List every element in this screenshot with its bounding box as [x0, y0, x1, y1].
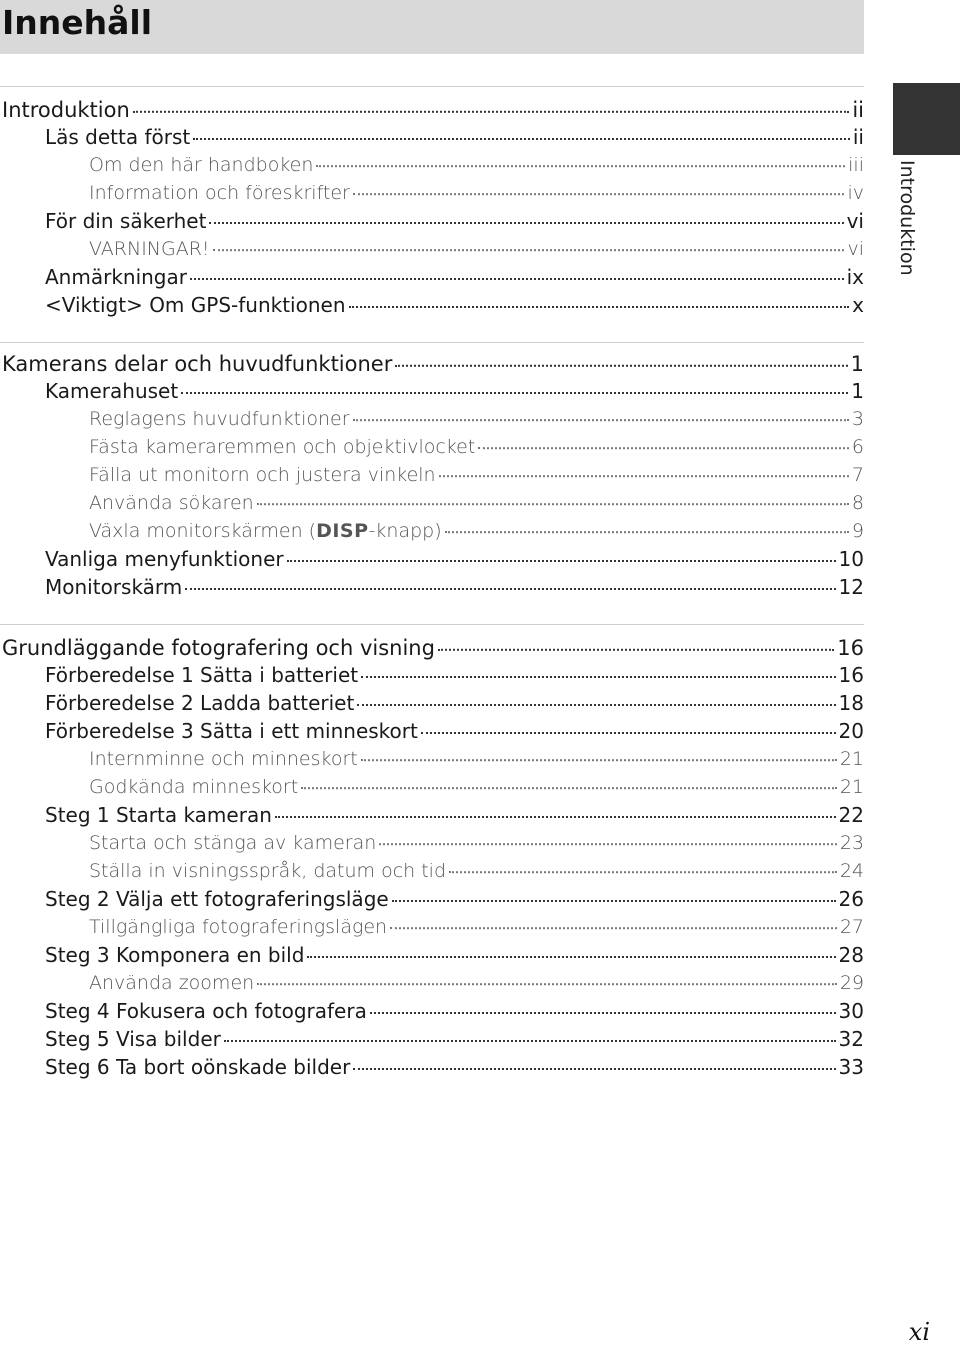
- toc-entry-page: x: [852, 293, 864, 317]
- disp-key-label: DISP: [316, 520, 369, 542]
- dot-leader: [316, 146, 845, 167]
- toc-entry-page: 7: [851, 464, 864, 486]
- toc-entry-label: Fästa kameraremmen och objektivlocket: [89, 436, 476, 458]
- toc-entry-page: 27: [839, 916, 864, 938]
- side-tab-label-text: Introduktion: [896, 160, 918, 276]
- toc-entry-page: iii: [848, 154, 864, 176]
- toc-entry-page: 21: [839, 748, 864, 770]
- dot-leader: [190, 258, 844, 280]
- toc-entry-page: 1: [850, 352, 864, 376]
- toc-entry-page: 1: [851, 379, 864, 403]
- toc-entry[interactable]: [89, 912, 864, 938]
- toc-entry-label: Steg 6 Ta bort oönskade bilder: [45, 1055, 351, 1079]
- toc-entry-page: 16: [838, 663, 864, 687]
- dot-leader: [257, 484, 849, 505]
- toc-entry-page: 29: [839, 972, 864, 994]
- toc-entry[interactable]: [89, 968, 864, 994]
- toc-entry-label: Förberedelse 2 Ladda batteriet: [45, 691, 355, 715]
- toc-entry-label: Monitorskärm: [45, 575, 183, 599]
- toc-entry-label: Använda sökaren: [89, 492, 254, 514]
- toc-entry[interactable]: [45, 688, 864, 715]
- dot-leader: [357, 684, 835, 706]
- dot-leader: [307, 936, 835, 958]
- toc-entry-page: 16: [837, 636, 864, 660]
- toc-entry[interactable]: [89, 516, 864, 542]
- dot-leader: [449, 852, 837, 873]
- dot-leader: [439, 456, 849, 477]
- dot-leader: [370, 992, 836, 1014]
- toc-entry[interactable]: [45, 800, 864, 827]
- toc-entry-label: Förberedelse 3 Sätta i ett minneskort: [45, 719, 418, 743]
- toc-entry-page: 12: [838, 575, 864, 599]
- dot-leader: [395, 344, 847, 367]
- toc-entry-label: Information och föreskrifter: [89, 182, 350, 204]
- dot-leader: [390, 908, 837, 929]
- toc-entry-label: Steg 3 Komponera en bild: [45, 943, 305, 967]
- toc-entry[interactable]: [89, 432, 864, 458]
- dot-leader: [478, 428, 849, 449]
- toc-entry-page: vi: [846, 209, 864, 233]
- toc-entry-label: VARNINGAR!: [89, 238, 210, 260]
- toc-entry-label: Tillgängliga fotograferingslägen: [89, 916, 388, 938]
- toc-entry-label: Anmärkningar: [45, 265, 187, 289]
- dot-leader: [361, 740, 837, 761]
- dot-leader: [445, 512, 849, 533]
- toc-entry-page: 20: [838, 719, 864, 743]
- toc-entry[interactable]: [45, 884, 864, 911]
- toc-entry[interactable]: [89, 856, 864, 882]
- toc-entry[interactable]: [45, 1052, 864, 1079]
- toc-entry[interactable]: [89, 178, 864, 204]
- toc-entry-page: ix: [846, 265, 864, 289]
- toc-entry[interactable]: [89, 234, 864, 260]
- toc-entry-page: 28: [838, 943, 864, 967]
- dot-leader: [392, 880, 836, 902]
- toc-entry-page: 21: [839, 776, 864, 798]
- toc-entry-label: <Viktigt> Om GPS-funktionen: [45, 293, 346, 317]
- toc-entry-label: Kamerans delar och huvudfunktioner: [2, 352, 393, 376]
- toc-entry-page: 6: [851, 436, 864, 458]
- toc-entry-label: Steg 5 Visa bilder: [45, 1027, 221, 1051]
- toc-entry[interactable]: [45, 262, 864, 289]
- toc-entry[interactable]: [89, 828, 864, 854]
- toc-entry-label: Ställa in visningsspråk, datum och tid: [89, 860, 447, 882]
- toc-entry[interactable]: [89, 404, 864, 430]
- toc-entry-label: Förberedelse 1 Sätta i batteriet: [45, 663, 359, 687]
- toc-entry-page: 32: [838, 1027, 864, 1051]
- toc-entry-label: Reglagens huvudfunktioner: [89, 408, 350, 430]
- dot-leader: [353, 400, 849, 421]
- dot-leader: [257, 964, 837, 985]
- section-divider: [0, 86, 864, 87]
- toc-entry-label: Använda zoomen: [89, 972, 255, 994]
- toc-entry-label: Introduktion: [2, 98, 130, 122]
- toc-entry-page: ii: [852, 125, 864, 149]
- toc-entry-page: 26: [838, 887, 864, 911]
- side-tab-label: [890, 160, 930, 360]
- dot-leader: [224, 1020, 836, 1042]
- toc-entry-page: iv: [847, 182, 864, 204]
- toc-entry[interactable]: [45, 660, 864, 687]
- toc-entry-label: Fälla ut monitorn och justera vinkeln: [89, 464, 436, 486]
- toc-entry-label: Starta och stänga av kameran: [89, 832, 377, 854]
- toc-entry-label: Internminne och minneskort: [89, 748, 358, 770]
- toc-entry-label: Steg 1 Starta kameran: [45, 803, 272, 827]
- toc-entry[interactable]: [45, 376, 864, 403]
- toc-entry[interactable]: [89, 460, 864, 486]
- toc-entry-label: Grundläggande fotografering och visning: [2, 636, 435, 660]
- toc-entry-label: Godkända minneskort: [89, 776, 299, 798]
- toc-entry-page: 10: [838, 547, 864, 571]
- dot-leader: [193, 118, 850, 140]
- page-number: xi: [908, 1318, 930, 1346]
- dot-leader: [349, 286, 850, 308]
- dot-leader: [353, 174, 845, 195]
- toc-entry[interactable]: [45, 1024, 864, 1051]
- toc-entry[interactable]: [45, 716, 864, 743]
- section-divider: [0, 624, 864, 625]
- toc-entry[interactable]: [89, 150, 864, 176]
- toc-entry-page: 23: [839, 832, 864, 854]
- toc-entry-label: Steg 4 Fokusera och fotografera: [45, 999, 367, 1023]
- toc-entry[interactable]: [45, 940, 864, 967]
- toc-entry-label: Kamerahuset: [45, 379, 179, 403]
- toc-entry[interactable]: [89, 772, 864, 798]
- toc-entry[interactable]: [45, 996, 864, 1023]
- toc-entry-page: ii: [852, 98, 864, 122]
- dot-leader: [379, 824, 837, 845]
- dot-leader: [287, 540, 836, 562]
- dot-leader: [133, 90, 850, 113]
- dot-leader: [301, 768, 837, 789]
- toc-entry-page: 22: [838, 803, 864, 827]
- dot-leader: [421, 712, 836, 734]
- dot-leader: [185, 568, 835, 590]
- title-bar: [0, 0, 864, 54]
- toc-entry-label: Läs detta först: [45, 125, 191, 149]
- toc-entry[interactable]: [45, 122, 864, 149]
- dot-leader: [275, 796, 836, 818]
- toc-entry-page: 33: [838, 1055, 864, 1079]
- toc-entry[interactable]: [89, 488, 864, 514]
- toc-entry[interactable]: [45, 206, 864, 233]
- toc-entry-page: 18: [838, 691, 864, 715]
- toc-entry-label: Vanliga menyfunktioner: [45, 547, 284, 571]
- dot-leader: [213, 230, 845, 251]
- side-tab: [893, 83, 960, 155]
- dot-leader: [209, 202, 843, 224]
- toc-entry-page: 24: [839, 860, 864, 882]
- toc-entry[interactable]: [45, 544, 864, 571]
- page-title: Innehåll: [2, 3, 153, 42]
- toc-entry[interactable]: [45, 290, 864, 317]
- toc-entry-label: För din säkerhet: [45, 209, 207, 233]
- dot-leader: [353, 1048, 835, 1070]
- toc-entry-page: vi: [847, 238, 864, 260]
- toc-entry-label: Om den här handboken: [89, 154, 314, 176]
- toc-entry-label: Växla monitorskärmen (DISP-knapp): [89, 520, 442, 542]
- toc-entry[interactable]: [45, 572, 864, 599]
- toc-entry[interactable]: [89, 744, 864, 770]
- toc-entry-page: 30: [838, 999, 864, 1023]
- toc-entry-label: Steg 2 Välja ett fotograferingsläge: [45, 887, 389, 911]
- dot-leader: [361, 656, 835, 678]
- dot-leader: [181, 372, 848, 394]
- dot-leader: [438, 628, 834, 651]
- toc-entry-page: 3: [851, 408, 864, 430]
- toc-entry-page: 9: [851, 520, 864, 542]
- toc-entry-page: 8: [851, 492, 864, 514]
